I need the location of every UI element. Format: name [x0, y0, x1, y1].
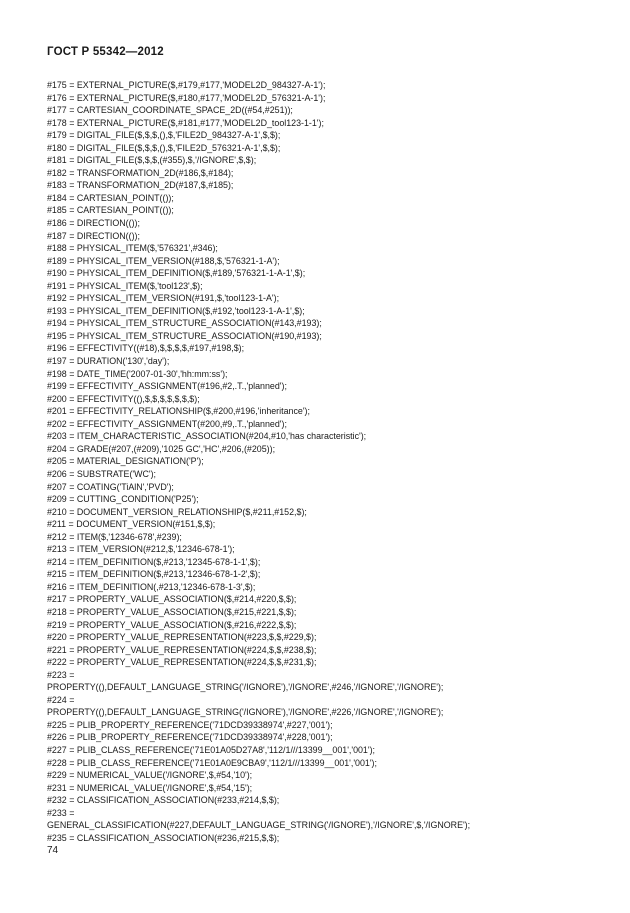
- code-line: #182 = TRANSFORMATION_2D(#186,$,#184);: [47, 167, 234, 178]
- code-line: #176 = EXTERNAL_PICTURE($,#180,#177,'MODEL2D_576321-A-1');: [47, 92, 326, 103]
- code-line: #206 = SUBSTRATE('WC');: [47, 468, 157, 479]
- code-line: #209 = CUTTING_CONDITION('P25');: [47, 494, 199, 505]
- code-line: #229 = NUMERICAL_VALUE('/IGNORE',$,#54,'10');: [47, 770, 253, 781]
- code-line: PROPERTY((),DEFAULT_LANGUAGE_STRING('/IGNORE'),'/IGNORE',#226,'/IGNORE','/IGNORE');: [47, 707, 444, 718]
- code-line: #192 = PHYSICAL_ITEM_VERSION(#191,$,'tool123-1-A');: [47, 293, 280, 304]
- code-line: #194 = PHYSICAL_ITEM_STRUCTURE_ASSOCIATION(#143,#193);: [47, 318, 322, 329]
- code-line: #186 = DIRECTION(());: [47, 218, 140, 229]
- step-code-listing: [47, 79, 607, 844]
- code-line: #184 = CARTESIAN_POINT(());: [47, 192, 174, 203]
- code-line: #197 = DURATION('130','day');: [47, 356, 170, 367]
- code-line: #202 = EFFECTIVITY_ASSIGNMENT(#200,#9,.T.,'planned');: [47, 418, 287, 429]
- code-line: #191 = PHYSICAL_ITEM($,'tool123',$);: [47, 280, 203, 291]
- code-line: #222 = PROPERTY_VALUE_REPRESENTATION(#224,$,$,#231,$);: [47, 657, 317, 668]
- code-line: #198 = DATE_TIME('2007-01-30','hh:mm:ss');: [47, 368, 228, 379]
- code-line: #212 = ITEM($,'12346-678',#239);: [47, 531, 182, 542]
- code-line: #227 = PLIB_CLASS_REFERENCE('71E01A05D27A8','112/1///13399__001','001');: [47, 744, 375, 755]
- code-line: #200 = EFFECTIVITY((),$,$,$,$,$,$,$);: [47, 393, 200, 404]
- code-line: GENERAL_CLASSIFICATION(#227,DEFAULT_LANGUAGE_STRING('/IGNORE'),'/IGNORE',$,'/IGNORE');: [47, 820, 471, 831]
- code-line: #210 = DOCUMENT_VERSION_RELATIONSHIP($,#211,#152,$);: [47, 506, 307, 517]
- code-line: #196 = EFFECTIVITY((#18),$,$,$,$,#197,#198,$);: [47, 343, 245, 354]
- code-line: #217 = PROPERTY_VALUE_ASSOCIATION($,#214,#220,$,$);: [47, 594, 297, 605]
- code-line: #213 = ITEM_VERSION(#212,$,'12346-678-1');: [47, 544, 235, 555]
- code-line: #226 = PLIB_PROPERTY_REFERENCE('71DCD39338974',#228,'001');: [47, 732, 333, 743]
- code-line: #178 = EXTERNAL_PICTURE($,#181,#177,'MODEL2D_tool123-1-1');: [47, 117, 324, 128]
- code-line: #204 = GRADE(#207,(#209),'1025 GC','HC',#206,(#205));: [47, 443, 276, 454]
- code-line: #219 = PROPERTY_VALUE_ASSOCIATION($,#216,#222,$,$);: [47, 619, 297, 630]
- code-line: #233 =: [47, 807, 75, 818]
- code-line: #183 = TRANSFORMATION_2D(#187,$,#185);: [47, 180, 234, 191]
- code-line: #185 = CARTESIAN_POINT(());: [47, 205, 174, 216]
- code-line: #195 = PHYSICAL_ITEM_STRUCTURE_ASSOCIATION(#190,#193);: [47, 330, 322, 341]
- code-line: #220 = PROPERTY_VALUE_REPRESENTATION(#223,$,$,#229,$);: [47, 632, 317, 643]
- code-line: #180 = DIGITAL_FILE($,$,$,(),$,'FILE2D_576321-A-1',$,$);: [47, 142, 281, 153]
- code-line: #207 = COATING('TiAlN','PVD');: [47, 481, 174, 492]
- code-line: #188 = PHYSICAL_ITEM($,'576321',#346);: [47, 243, 218, 254]
- code-line: #211 = DOCUMENT_VERSION(#151,$,$);: [47, 519, 216, 530]
- code-line: #231 = NUMERICAL_VALUE('/IGNORE',$,#54,'15');: [47, 782, 253, 793]
- code-line: #232 = CLASSIFICATION_ASSOCIATION(#233,#214,$,$);: [47, 795, 280, 806]
- code-line: #175 = EXTERNAL_PICTURE($,#179,#177,'MODEL2D_984327-A-1');: [47, 80, 326, 90]
- code-line: #221 = PROPERTY_VALUE_REPRESENTATION(#224,$,$,#238,$);: [47, 644, 317, 655]
- code-line: #189 = PHYSICAL_ITEM_VERSION(#188,$,'576321-1-A');: [47, 255, 280, 266]
- code-line: #216 = ITEM_DEFINITION(,#213,'12346-678-1-3',$);: [47, 581, 256, 592]
- code-line: PROPERTY((),DEFAULT_LANGUAGE_STRING('/IGNORE'),'/IGNORE',#246,'/IGNORE','/IGNORE');: [47, 682, 444, 693]
- code-line: #179 = DIGITAL_FILE($,$,$,(),$,'FILE2D_984327-A-1',$,$);: [47, 130, 281, 141]
- code-line: #190 = PHYSICAL_ITEM_DEFINITION($,#189,'576321-1-A-1',$);: [47, 268, 306, 279]
- code-line: #199 = EFFECTIVITY_ASSIGNMENT(#196,#2,.T.,'planned');: [47, 381, 287, 392]
- code-line: #187 = DIRECTION(());: [47, 230, 140, 241]
- code-line: #205 = MATERIAL_DESIGNATION('P');: [47, 456, 204, 467]
- code-line: #228 = PLIB_CLASS_REFERENCE('71E01A0E9CBA9','112/1///13399__001','001');: [47, 757, 377, 768]
- code-line: #201 = EFFECTIVITY_RELATIONSHIP($,#200,#196,'inheritance');: [47, 406, 310, 417]
- code-line: #203 = ITEM_CHARACTERISTIC_ASSOCIATION(#204,#10,'has characteristic');: [47, 431, 367, 442]
- code-line: #193 = PHYSICAL_ITEM_DEFINITION($,#192,'tool123-1-A-1',$);: [47, 305, 305, 316]
- page-number: 74: [47, 845, 59, 856]
- code-line: #214 = ITEM_DEFINITION($,#213,'12345-678-1-1',$);: [47, 556, 261, 567]
- code-line: #181 = DIGITAL_FILE($,$,$,(#355),$,'/IGNORE',$,$);: [47, 155, 257, 166]
- code-line: #224 =: [47, 694, 75, 705]
- code-line: #177 = CARTESIAN_COORDINATE_SPACE_2D((#54,#251));: [47, 105, 293, 116]
- document-header: ГОСТ Р 55342—2012: [47, 46, 164, 58]
- code-line: #218 = PROPERTY_VALUE_ASSOCIATION($,#215,#221,$,$);: [47, 606, 297, 617]
- code-line: #223 =: [47, 669, 75, 680]
- code-line: #215 = ITEM_DEFINITION($,#213,'12346-678-1-2',$);: [47, 569, 261, 580]
- code-line: #225 = PLIB_PROPERTY_REFERENCE('71DCD39338974',#227,'001');: [47, 719, 333, 730]
- code-line: #235 = CLASSIFICATION_ASSOCIATION(#236,#215,$,$);: [47, 832, 280, 843]
